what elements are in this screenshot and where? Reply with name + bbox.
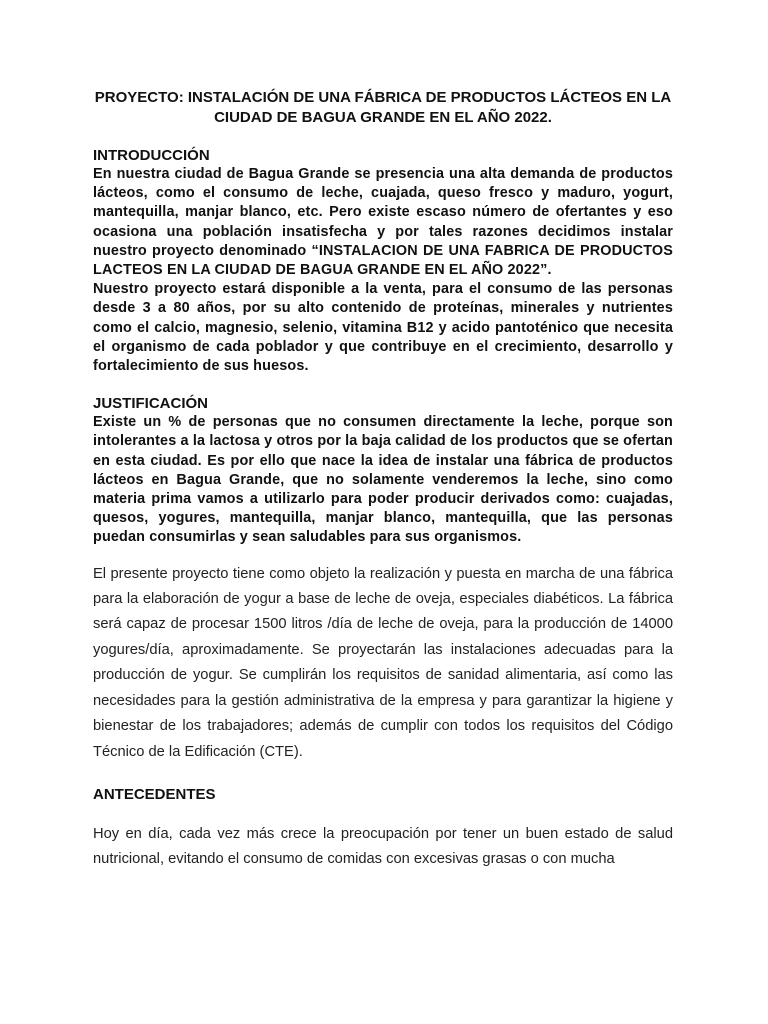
justificacion-paragraph-2: El presente proyecto tiene como objeto la realización y puesta en marcha de una fábrica para la elaboración de yogur a base de leche de oveja, especiales diabéticos. La fábrica será capaz de procesar 1500 litros /día de leche de oveja, para la producción de 14000 yogures/día, aproximadamente. Se proyectarán las instalaciones adecuadas para la producción de yogur. Se cumplirán los requisitos de sanidad alimentaria, así como las necesidades para la gestión administrativa de la empresa y para garantizar la higiene y bienestar de los trabajadores; además de cumplir con todos los requisitos del Código Técnico de la Edificación (CTE).	[93, 565, 673, 760]
section-heading-justificacion: JUSTIFICACIÓN	[93, 395, 209, 413]
document-title: PROYECTO: INSTALACIÓN DE UNA FÁBRICA DE PRODUCTOS LÁCTEOS EN LA CIUDAD DE BAGUA GRANDE EN EL AÑO 2022.	[94, 89, 672, 126]
section-heading-antecedentes: ANTECEDENTES	[93, 785, 216, 803]
document-page	[93, 88, 673, 873]
section-heading-introduccion: INTRODUCCIÓN	[93, 147, 210, 164]
justificacion-paragraph-1: Existe un % de personas que no consumen directamente la leche, porque son intolerantes a la lactosa y otros por la baja calidad de los productos que se ofertan en esta ciudad. Es por ello que nace la idea de instalar una fábrica de productos lácteos en Bagua Grande, que no solamente venderemos la leche, sino como materia prima vamos a utilizarlo para poder producir derivados como: cuajadas, quesos, yogures, mantequilla, manjar blanco, mantequilla, que las personas puedan consumirlas y sean saludables para sus organismos.	[93, 414, 673, 546]
introduccion-paragraph-2: Nuestro proyecto estará disponible a la venta, para el consumo de las personas desde 3 a 80 años, por su alto contenido de proteínas, minerales y nutrientes como el calcio, magnesio, selenio, vitamina B12 y acido pantoténico que necesita el organismo de cada poblador y que contribuye en el crecimiento, desarrollo y fortalecimiento de sus huesos.	[93, 281, 673, 375]
antecedentes-paragraph-1: Hoy en día, cada vez más crece la preocupación por tener un buen estado de salud nutricional, evitando el consumo de comidas con excesivas grasas o con mucha	[93, 825, 673, 868]
introduccion-paragraph-1: En nuestra ciudad de Bagua Grande se presencia una alta demanda de productos lácteos, como el consumo de leche, cuajada, queso fresco y maduro, yogurt, mantequilla, manjar blanco, etc. Pero existe escaso número de ofertantes y eso ocasiona una población insatisfecha y por tales razones decidimos instalar nuestro proyecto denominado “INSTALACION DE UNA FABRICA DE PRODUCTOS LACTEOS EN LA CIUDAD DE BAGUA GRANDE EN EL AÑO 2022”.	[93, 166, 673, 279]
